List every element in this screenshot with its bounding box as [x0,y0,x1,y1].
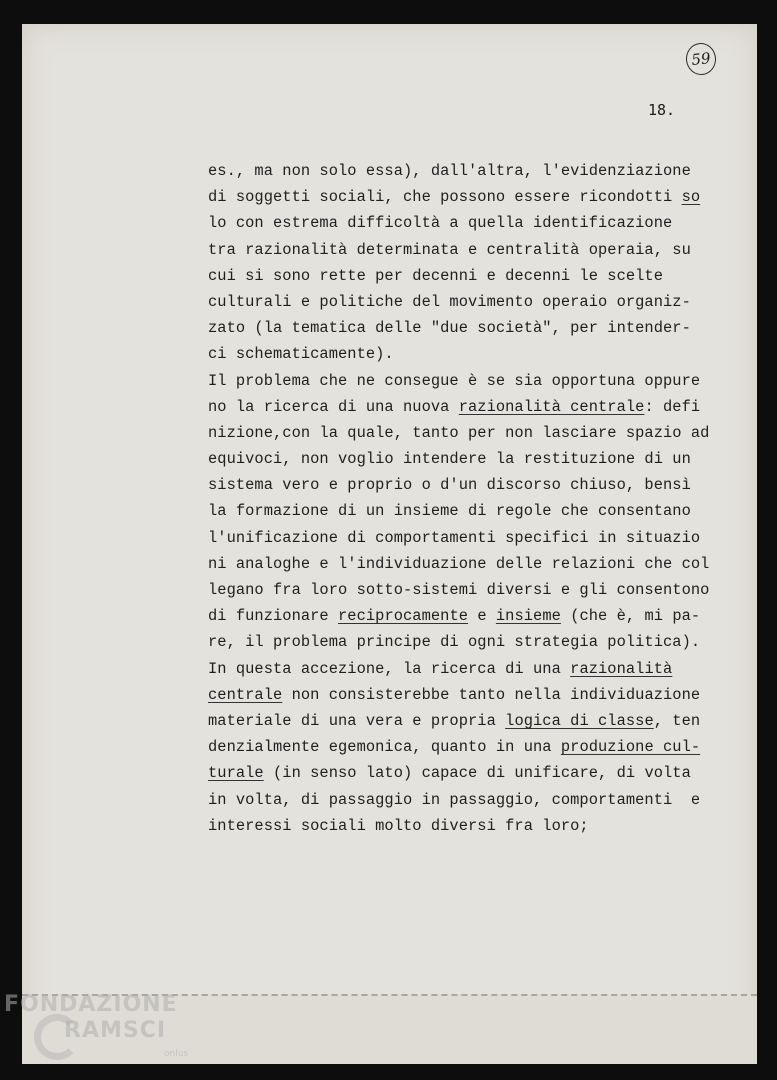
text-segment: cui si sono rette per decenni e decenni le scelte [208,266,664,285]
text-line [208,551,708,577]
text-line [208,787,708,813]
text-segment: e [468,607,496,626]
text-line [208,629,708,655]
underlined-text: reciprocamente [338,607,469,626]
text-segment: nizione,con la quale, tanto per non lasciare spazio ad [208,423,710,442]
text-line [208,158,708,184]
text-segment: denzialmente egemonica, quanto in una [208,738,561,757]
text-line [208,760,708,786]
text-line [208,368,708,394]
text-segment: culturali e politiche del movimento operaio organiz- [208,292,691,311]
underlined-text: razionalità centrale [458,397,645,416]
underlined-text: insieme [495,607,561,626]
watermark-sub: onlus [164,1049,189,1059]
text-segment: la formazione di un insieme di regole che consentano [208,502,691,521]
text-segment: legano fra loro sotto-sistemi diversi e gli consentono [208,581,710,599]
text-line [208,184,708,210]
text-line [208,263,708,289]
text-line [208,813,708,839]
text-segment: tra razionalità determinata e centralità operaia, su [208,240,691,259]
watermark-line2: RAMSCI [64,1018,167,1043]
text-line [208,656,708,682]
document-page [22,24,757,1064]
underlined-text: logica di classe [505,711,654,730]
text-segment: (in senso lato) capace di unificare, di volta [263,764,691,783]
text-line [208,682,708,708]
text-line [208,577,708,603]
text-line [208,289,708,315]
text-segment: di funzionare [208,607,339,626]
text-segment: interessi sociali molto diversi fra loro; [208,816,589,835]
text-segment: In questa accezione, la ricerca di una [208,659,571,678]
watermark-g-logo-icon [34,1014,80,1060]
archive-page-stamp: 59 [684,42,717,77]
text-line [208,420,708,446]
fondazione-gramsci-watermark [4,992,189,1059]
typewritten-body [208,158,708,839]
underlined-text: produzione cul- [560,738,701,757]
text-segment: no la ricerca di una nuova [208,397,459,416]
text-segment: ni analoghe e l'individuazione delle relazioni che col [208,554,710,573]
text-line [208,498,708,524]
text-segment: sistema vero e proprio o d'un discorso chiuso, bensì [208,476,691,495]
underlined-text: so [681,188,701,207]
text-segment: es., ma non solo essa), dall'altra, l'evidenziazione [208,162,691,180]
text-line [208,210,708,236]
text-line [208,708,708,734]
text-segment: re, il problema principe di ogni strategia politica). [208,633,701,652]
text-line [208,341,708,367]
text-segment: l'unificazione di comportamenti specifici in situazio [208,528,701,547]
underlined-text: razionalità [570,659,673,678]
text-segment: Il problema che ne consegue è se sia opportuna oppure [208,371,701,390]
text-segment: di soggetti sociali, che possono essere ricondotti [208,188,682,207]
text-line [208,237,708,263]
text-segment: non consisterebbe tanto nella individuazione [282,685,701,704]
text-line [208,472,708,498]
text-segment: zato (la tematica delle "due società", per intender- [208,319,691,338]
text-segment: (che è, mi pa- [560,607,701,626]
underlined-text: turale [208,764,264,783]
text-segment: , ten [653,711,701,730]
text-line [208,734,708,760]
text-line [208,603,708,629]
text-line [208,315,708,341]
text-line [208,394,708,420]
text-line [208,446,708,472]
text-segment: ci schematicamente). [208,345,394,364]
text-line [208,525,708,551]
text-segment: equivoci, non voglio intendere la restituzione di un [208,450,691,469]
text-segment: lo con estrema difficoltà a quella identificazione [208,214,673,233]
text-segment: : defi [644,397,701,416]
text-segment: materiale di una vera e propria [208,711,506,730]
underlined-text: centrale [208,685,283,704]
text-segment: in volta, di passaggio in passaggio, comportamenti e [208,790,701,809]
page-number: 18. [648,101,676,119]
watermark-line1: FONDAZIONE [4,992,178,1017]
